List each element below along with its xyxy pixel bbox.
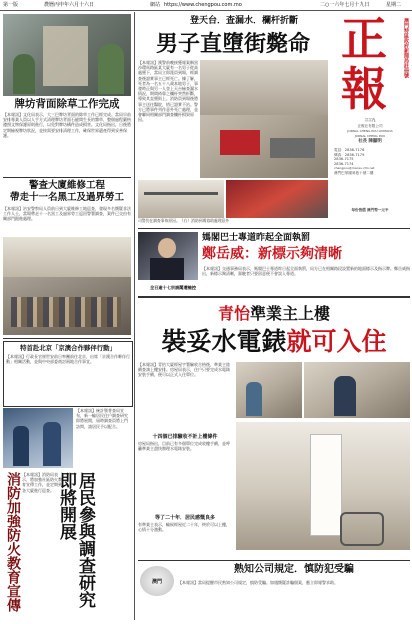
main-paragraph-2: 房屋局指出，目前已有多個單位完成收樓手續，並呼籲準業主盡快辦理水電錶安裝。: [138, 441, 230, 452]
spokesman-headline-2: 鄭岳威：新標示夠清晰: [202, 246, 342, 262]
main-subhead-1: 十四個已排驗收不計上樓條件: [152, 434, 218, 440]
main-kicker-red: 青怡: [217, 304, 250, 323]
header-strip: [0, 0, 412, 11]
divider: [138, 296, 410, 298]
lead-paragraph: 【本報訊】澳警前晚接獲報案稱黑沙環馬路區某大廈有一名男子從高處墮下，當局立即派員到場，經調查後證實事主已經死亡。據了解，死者為一名五十八歲本地男子，事發時正與另一人登上天台檢查漏水情況，期間倚靠之欄杆突然折斷，導致其直墮街上。消防員到場後將事主送往醫院，惜已證實不治。警方已將事件列作意外死亡處理，並會聯同相關部門調查欄杆損毀原因。: [138, 60, 198, 123]
divider: [138, 228, 410, 229]
person-shape: [334, 376, 356, 416]
lead-kicker: 登天台．查漏水．欄杆折斷: [189, 16, 298, 26]
census-side-body: [76, 408, 131, 468]
contact-line: 傳真：2836-7179: [334, 152, 365, 157]
main-headline-black: 裝妥水電錶: [161, 327, 287, 356]
notice-body: [178, 580, 410, 620]
feature-box: [3, 341, 133, 407]
building-shape: [200, 60, 328, 115]
divider: [3, 338, 131, 339]
labor-body: [3, 206, 131, 236]
ruins-paragraph: 【本報訊】文化局表示，大三巴牌坊背面的除草工作已經完成。當局早前安排專業人員以人手方式清理牌坊背面石縫間生長的雜草，整個過程嚴格遵照文物保護原則進行，以免對牌坊構件造成損害。文化局指出，日後將定期檢視牌坊狀況，並按需要安排清理工作，確保世界遺產得到妥善保護。: [3, 112, 131, 138]
flat-photo-1: [236, 362, 302, 418]
census-headline: 居民參與調查研究即將開展: [56, 472, 95, 608]
masthead-founder: 社長 陳顯明: [358, 139, 382, 144]
tree-shape: [13, 54, 35, 94]
issue-date: 二○一六年七月十九日: [320, 2, 370, 8]
spokesman-body: [202, 266, 410, 294]
ruins-headline: 牌坊背面除草工作完成: [14, 98, 120, 110]
construction-photo: [3, 237, 131, 335]
flat-photo-2: [304, 362, 410, 418]
main-headline-red: 就可入住: [286, 327, 387, 356]
ruins-photo: [3, 14, 131, 96]
main-kicker-black: 準業主上樓: [250, 304, 331, 323]
masthead-char-2: 報: [341, 62, 387, 116]
weekday: 星期二: [386, 2, 402, 8]
main-paragraph: 【本報訊】青怡大廈經屋宇署驗收合格後，準業主陸續查詢上樓安排。房屋局表示，住戶只要完成水電錶安裝手續，便可以正式入住單位。: [138, 362, 230, 378]
masthead-reg-no: 三三九: [364, 118, 376, 122]
face-shape: [158, 238, 176, 258]
census-side-paragraph: 【本報訊】統計暨普查局宣布，新一輪居民住戶調查研究即將展開，屆時調查員將上門訪問，請居民予以配合。: [76, 408, 128, 429]
main-headline: [138, 326, 410, 358]
fire-paragraph: 【本報訊】消防局表示，將加強社區防火教育宣傳工作，並定期到各大廈進行巡查。: [22, 472, 62, 493]
edition-label: 第一版: [3, 2, 19, 8]
main-paragraph-3: 有準業主表示，輪候經屋近二十年，終於可以上樓，心情十分激動。: [138, 522, 230, 533]
notice-logo: [140, 566, 174, 596]
contact-line: 2836-7175: [334, 157, 354, 162]
main-subhead-2: 等了二十年．居民感慨良多: [154, 515, 215, 521]
main-kicker: [138, 304, 410, 324]
contact-address: 澳門巴掌圍斜巷十號二樓: [334, 170, 374, 175]
fire-headline: 消防加強防火教育宣傳: [5, 472, 21, 612]
lead-photo-firetruck: [226, 180, 328, 218]
notice-paragraph: 【本報訊】當局提醒市民熟知公司規定，慎防受騙。如遇懷疑詐騙個案，應立即報警求助。: [178, 580, 338, 585]
doorway-shape: [310, 434, 342, 536]
feature-body: [6, 354, 130, 404]
contact-email[interactable]: chengpou@macau.ctm.net: [334, 166, 375, 171]
spokesman-paragraph: 【本報訊】交通事務局表示，媽閣巴士專道昨日起全面執罰，局方已在相關路段設置新的地面標示及指示牌。鄭岳威指出，新標示夠清晰，駕駛者只要留意便不會誤入專道。: [202, 266, 410, 277]
fire-dept-photo: [3, 408, 73, 468]
feature-title: 特首赴北京「京澳合作夥伴行動」: [20, 344, 116, 352]
masthead-subtitle: 澳門特區政府新聞局註冊號: [403, 18, 409, 78]
masthead-romanized: JORNAL CHENG POU LIMITADA: [347, 129, 393, 133]
ruins-body: [3, 112, 131, 176]
fire-truck-shape: [220, 130, 260, 155]
building-shape: [3, 237, 131, 277]
person-shape: [43, 422, 61, 466]
contact-line: 2836-7174: [334, 161, 354, 166]
notice-title: 熟知公司規定．慎防犯受騙: [234, 564, 354, 575]
railing-shape: [144, 192, 218, 195]
divider: [3, 177, 131, 178]
spokesman-caption: 全日逾十七宗誤闖遭檢控: [149, 285, 197, 290]
masthead-publisher: 正報社有限公司: [357, 124, 383, 128]
labor-headline-2: 帶走十一名黑工及過界勞工: [9, 192, 124, 203]
masthead-char-1: 正: [341, 12, 387, 66]
masthead-logo: [338, 14, 390, 114]
lead-photo-street: [200, 60, 328, 178]
masthead-contacts: [334, 148, 408, 176]
person-shape: [13, 426, 29, 466]
lead-headline: 男子直墮街斃命: [155, 31, 310, 57]
contact-line: 電話：2836-7176: [334, 148, 365, 152]
notice-logo-text: 澳門: [151, 579, 162, 585]
lead-caption-text: 司警仍在調查事故原因。（右）消防到場協助處理意外: [138, 218, 230, 223]
website-label: 網站: [150, 2, 161, 8]
wheelchair-shape: [340, 512, 384, 546]
spokesman-headline-1: 媽閣巴士專道昨起全面執罰: [202, 233, 311, 243]
facade-shape: [43, 26, 88, 86]
divider: [138, 560, 410, 561]
main-body: [138, 362, 232, 430]
apartment-interior-photo: [236, 422, 410, 550]
lead-caption: [138, 218, 328, 228]
masthead: [330, 14, 410, 222]
main-body-2: [138, 441, 232, 513]
masthead-english: JORNAL CHENG POU: [354, 134, 386, 138]
crowd-shape: [11, 297, 121, 327]
labor-headline-1: 警查大廈維修工程: [28, 180, 105, 191]
labor-paragraph: 【本報訊】治安警察局人員前日到大廈維修工地巡查，發現多名懷疑非法工作人士，當場帶走十一名黑工及過界勞工返回警署調查，案件已交由有關部門跟進處理。: [3, 206, 131, 222]
car-shape: [270, 138, 315, 158]
lunar-date: 農曆丙申年六月十六日: [44, 2, 95, 8]
lead-photo-rooftop: [138, 180, 224, 218]
person-shape: [246, 382, 262, 416]
lead-body: [138, 60, 198, 178]
masthead-price: 每份售價 澳門幣一元半: [351, 208, 389, 212]
suit-shape: [150, 258, 184, 280]
main-body-3: [138, 522, 232, 558]
feature-paragraph: 【本報訊】行政長官崔世安前日率團前往北京，出席「京澳合作夥伴行動」相關活動，並與中央部委商討兩地合作事宜。: [6, 354, 130, 365]
column-rule: [134, 12, 135, 620]
spokesman-photo: [138, 232, 198, 280]
tree-shape: [98, 44, 124, 94]
website-url[interactable]: https://www.chengpou.com.mo: [164, 2, 242, 8]
